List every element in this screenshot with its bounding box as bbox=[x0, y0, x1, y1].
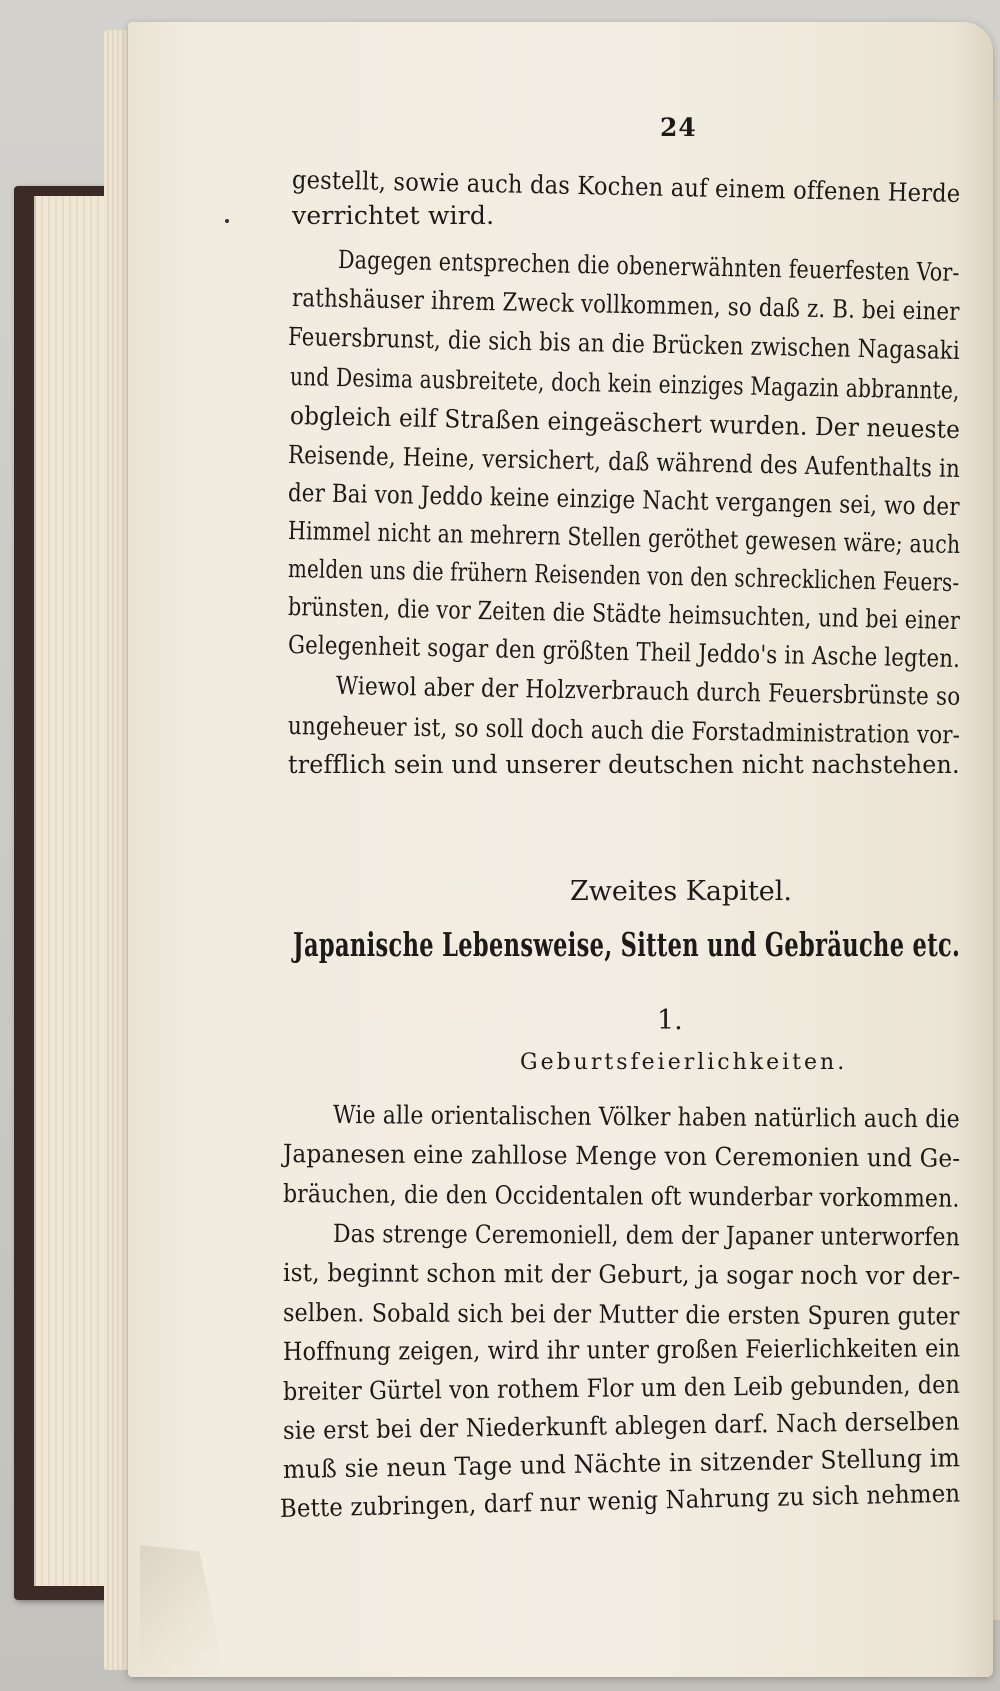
text-line: Gelegenheit sogar den größten Theil Jeddo's in Asche legten. bbox=[287, 630, 961, 674]
text-line: Japanesen eine zahllose Menge von Ceremonien und Ge- bbox=[282, 1139, 961, 1173]
text-line: Hoffnung zeigen, wird ihr unter großen Feierlichkeiten ein bbox=[282, 1333, 961, 1366]
text-line: gestellt, sowie auch das Kochen auf einem offenen Herde bbox=[291, 165, 961, 208]
text-line: selben. Sobald sich bei der Mutter die ersten Spuren guter bbox=[282, 1298, 960, 1331]
text-line: rathshäuser ihrem Zweck vollkommen, so daß z. B. bei einer bbox=[291, 283, 960, 326]
text-line: Wie alle orientalischen Völker haben natürlich auch die bbox=[332, 1100, 960, 1134]
text-line: trefflich sein und unserer deutschen nicht nachstehen. bbox=[288, 750, 960, 779]
text-line: Feuersbrunst, die sich bis an die Brücken zwischen Nagasaki bbox=[287, 322, 961, 366]
text-line: breiter Gürtel von rothem Flor um den Leib gebunden, den bbox=[282, 1369, 961, 1406]
page-number: 24 bbox=[660, 113, 697, 142]
text-line: Reisende, Heine, versichert, daß während des Aufenthalts in bbox=[287, 440, 961, 484]
text-line: ist, beginnt schon mit der Geburt, ja sogar noch vor der- bbox=[282, 1258, 961, 1291]
text-line: bräuchen, die den Occidentalen oft wunderbar vorkommen. bbox=[282, 1179, 960, 1213]
text-line: Dagegen entsprechen die obenerwähnten feuerfesten Vor- bbox=[337, 245, 960, 288]
text-line: verrichtet wird. bbox=[292, 201, 495, 230]
text-line: muß sie neun Tage und Nächte in sitzender Stellung im bbox=[282, 1443, 961, 1484]
text-line: Wiewol aber der Holzverbrauch durch Feuersbrünste so bbox=[335, 671, 961, 711]
section-title: Geburtsfeierlichkeiten. bbox=[520, 1050, 848, 1075]
text-line: Das strenge Ceremoniell, dem der Japaner unterworfen bbox=[332, 1219, 960, 1252]
chapter-label: Zweites Kapitel. bbox=[570, 876, 792, 907]
text-line: ungeheuer ist, so soll doch auch die Forstadministration vor- bbox=[287, 711, 961, 750]
text-line: Himmel nicht an mehrern Stellen geröthet gewesen wäre; auch bbox=[287, 516, 961, 560]
text-line: melden uns die frühern Reisenden von den schrecklichen Feuers- bbox=[287, 554, 960, 598]
section-number: 1. bbox=[657, 1005, 683, 1036]
text-line: der Bai von Jeddo keine einzige Nacht vergangen sei, wo der bbox=[287, 478, 960, 522]
text-line: und Desima ausbreitete, doch kein einziges Magazin abbrannte, bbox=[289, 362, 960, 406]
text-line: Bette zubringen, darf nur wenig Nahrung zu sich nehmen bbox=[279, 1478, 961, 1523]
text-line: sie erst bei der Niederkunft ablegen darf. Nach derselben bbox=[282, 1406, 960, 1445]
chapter-title: Japanische Lebensweise, Sitten und Gebräuche etc. bbox=[293, 925, 961, 964]
text-line: obgleich eilf Straßen eingeäschert wurden. Der neueste bbox=[289, 401, 961, 445]
text-line: brünsten, die vor Zeiten die Städte heimsuchten, und bei einer bbox=[287, 592, 961, 636]
